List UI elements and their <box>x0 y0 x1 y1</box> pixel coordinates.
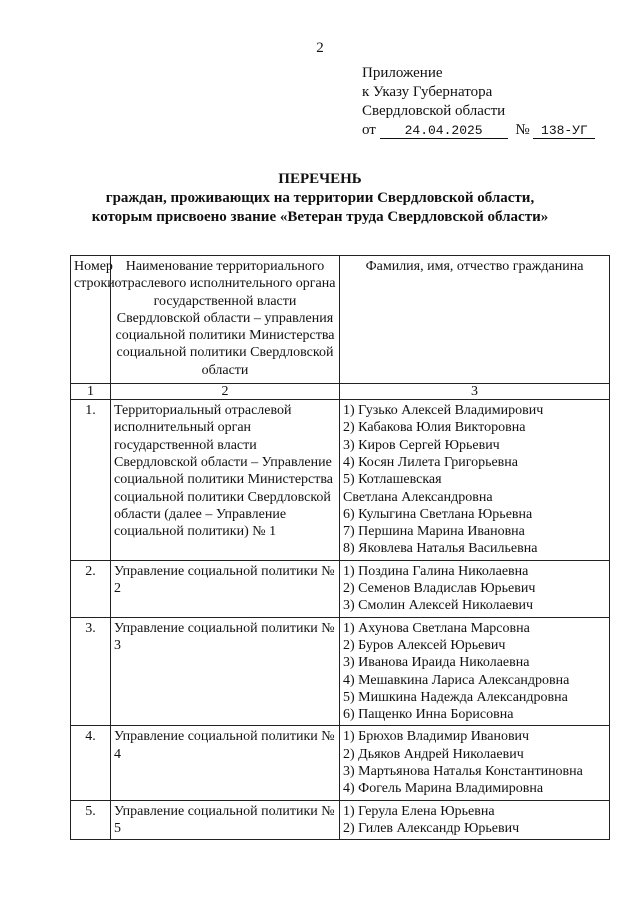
person-name: Светлана Александровна <box>343 489 493 505</box>
person-name: 5) Котлашевская <box>343 472 442 488</box>
veterans-table <box>70 255 610 840</box>
table-row <box>71 560 610 617</box>
table-row <box>71 617 610 726</box>
row-number: 3. <box>71 617 111 726</box>
person-name: 2) Семенов Владислав Юрьевич <box>343 581 536 597</box>
person-name: 6) Пащенко Инна Борисовна <box>343 707 514 723</box>
person-name: 1) Поздина Галина Николаевна <box>343 563 529 579</box>
from-label: от <box>362 122 376 138</box>
appendix-line-2: к Указу Губернатора <box>362 84 493 100</box>
header-row-number: Номер строки <box>71 256 111 384</box>
organization-name: Управление социальной политики № 3 <box>111 617 340 726</box>
page-number: 2 <box>316 40 324 56</box>
person-name: 1) Герула Елена Юрьевна <box>343 803 495 819</box>
table-row <box>71 800 610 840</box>
person-name: 4) Фогель Марина Владимировна <box>343 781 544 797</box>
people-list <box>340 726 610 800</box>
organization-name: Управление социальной политики № 5 <box>111 800 340 840</box>
organization-name: Управление социальной политики № 2 <box>111 560 340 617</box>
document-title <box>0 170 640 227</box>
people-list <box>340 617 610 726</box>
title-line-2: которым присвоено звание «Ветеран труда Свердловской области» <box>91 209 549 225</box>
person-name: 3) Мартьянова Наталья Константиновна <box>343 764 583 780</box>
number-label: № <box>515 122 530 138</box>
row-number: 4. <box>71 726 111 800</box>
person-name: 2) Гилев Александр Юрьевич <box>343 820 520 836</box>
appendix-block <box>362 64 595 140</box>
person-name: 7) Першина Марина Ивановна <box>343 524 525 540</box>
person-name: 1) Гузько Алексей Владимирович <box>343 403 544 419</box>
organization-name: Управление социальной политики № 4 <box>111 726 340 800</box>
person-name: 3) Иванова Ираида Николаевна <box>343 655 530 671</box>
row-number: 1. <box>71 400 111 561</box>
person-name: 1) Брюхов Владимир Иванович <box>343 729 530 745</box>
person-name: 1) Ахунова Светлана Марсовна <box>343 620 530 636</box>
person-name: 4) Косян Лилета Григорьевна <box>343 454 518 470</box>
table-row <box>71 400 610 561</box>
column-number-row <box>71 384 610 400</box>
header-row <box>71 256 610 384</box>
person-name: 2) Кабакова Юлия Викторовна <box>343 420 526 436</box>
person-name: 3) Смолин Алексей Николаевич <box>343 598 534 614</box>
person-name: 3) Киров Сергей Юрьевич <box>343 437 500 453</box>
title-heading: ПЕРЕЧЕНЬ <box>278 171 362 187</box>
appendix-date-line <box>362 121 595 140</box>
column-number: 3 <box>340 384 610 400</box>
header-full-name: Фамилия, имя, отчество гражданина <box>340 256 610 384</box>
people-list <box>340 560 610 617</box>
decree-date: 24.04.2025 <box>380 123 508 139</box>
header-organization: Наименование территориального отраслевого исполнительного органа государственной власти Свердловской области – управления социальной политики Министерства социальной политики Свердловской области <box>111 256 340 384</box>
organization-name: Территориальный отраслевой исполнительный орган государственной власти Свердловской области – Управление социальной политики Министерства социальной политики Свердловской области (далее – Управление социальной политики) № 1 <box>111 400 340 561</box>
person-name: 2) Буров Алексей Юрьевич <box>343 637 506 653</box>
person-name: 2) Дьяков Андрей Николаевич <box>343 746 524 762</box>
appendix-line-1: Приложение <box>362 65 443 81</box>
column-number: 1 <box>71 384 111 400</box>
row-number: 2. <box>71 560 111 617</box>
title-line-1: граждан, проживающих на территории Свердловской области, <box>105 190 535 206</box>
appendix-line-3: Свердловской области <box>362 103 506 119</box>
people-list <box>340 400 610 561</box>
person-name: 8) Яковлева Наталья Васильевна <box>343 541 538 557</box>
decree-number: 138-УГ <box>533 123 595 139</box>
person-name: 4) Мешавкина Лариса Александровна <box>343 672 570 688</box>
table-row <box>71 726 610 800</box>
person-name: 5) Мишкина Надежда Александровна <box>343 689 568 705</box>
people-list <box>340 800 610 840</box>
column-number: 2 <box>111 384 340 400</box>
row-number: 5. <box>71 800 111 840</box>
person-name: 6) Кулыгина Светлана Юрьевна <box>343 506 533 522</box>
